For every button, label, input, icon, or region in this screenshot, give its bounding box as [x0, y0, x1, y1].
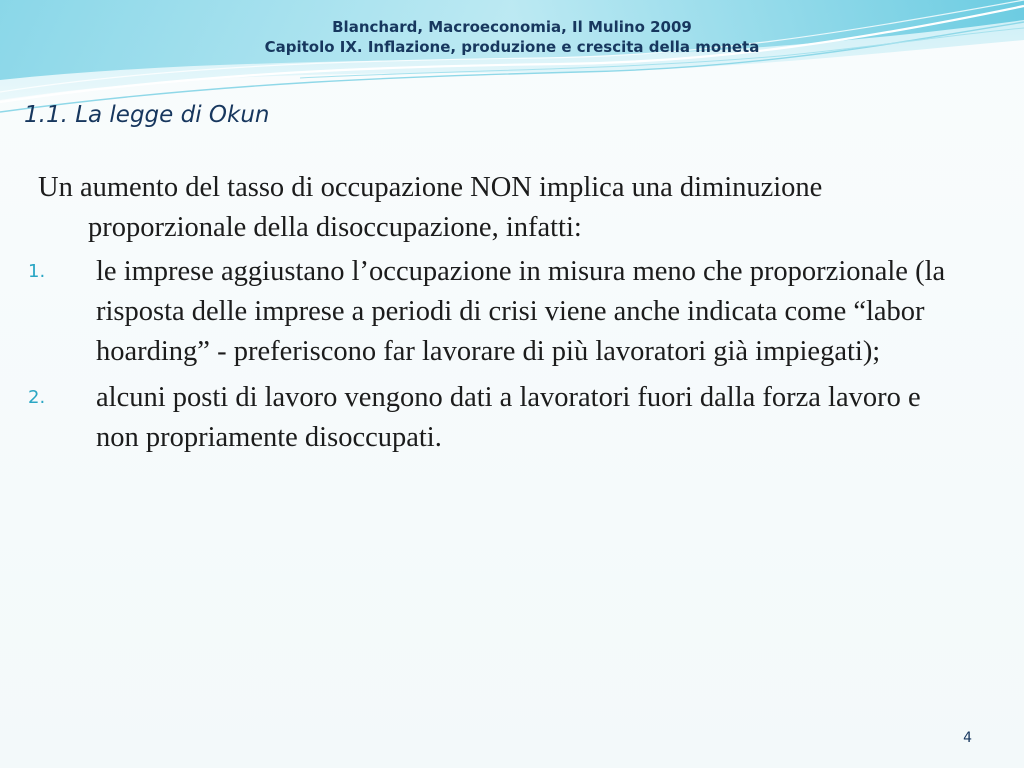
- slide-title: 1.1. La legge di Okun: [24, 102, 270, 128]
- list-item: [28, 378, 968, 458]
- intro-paragraph: Un aumento del tasso di occupazione NON implica una diminuzione proporzionale della disoccupazione, infatti:: [38, 172, 823, 243]
- list-item-number: 1.: [28, 261, 46, 282]
- header-book-reference: Blanchard, Macroeconomia, Il Mulino 2009: [332, 18, 692, 36]
- list-item-number: 2.: [28, 387, 46, 408]
- list-item-text: alcuni posti di lavoro vengono dati a lavoratori fuori dalla forza lavoro e non propriamente disoccupati.: [96, 382, 921, 453]
- list-item-text: le imprese aggiustano l’occupazione in misura meno che proporzionale (la risposta delle imprese a periodi di crisi viene anche indicata come “labor hoarding” - preferiscono far lavorare di più lavoratori già impiegati);: [96, 256, 946, 367]
- slide-body: [28, 168, 968, 464]
- header-chapter: Capitolo IX. Inflazione, produzione e crescita della moneta: [264, 38, 760, 56]
- list-item: [28, 252, 968, 372]
- header: [0, 17, 1024, 57]
- page-number: 4: [963, 730, 972, 746]
